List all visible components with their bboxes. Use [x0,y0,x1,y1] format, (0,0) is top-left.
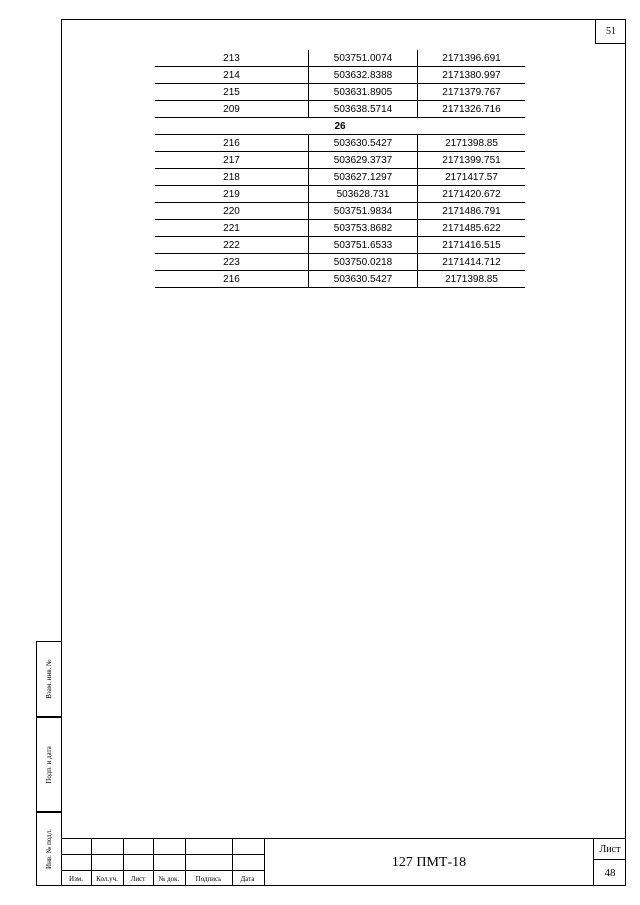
y-coordinate-cell: 2171486.791 [418,203,526,220]
point-number-cell: 215 [155,84,309,101]
table-row [155,169,525,186]
y-coordinate-cell: 2171326.716 [418,101,526,118]
point-number-cell: 214 [155,67,309,84]
header-signature: Подпись [195,874,222,883]
header-change: Изм. [69,874,83,883]
x-coordinate-cell: 503638.5714 [309,101,418,118]
side-stamp-signature-date [36,717,61,812]
x-coordinate-cell: 503751.6533 [309,237,418,254]
sheet-label: Лист [594,839,626,860]
table-row [155,101,525,118]
section-label: 26 [155,118,525,135]
table-row [155,67,525,84]
x-coordinate-cell: 503630.5427 [309,135,418,152]
table-row [155,237,525,254]
table-row [155,84,525,101]
title-block-revisions [61,838,265,886]
x-coordinate-cell: 503629.3737 [309,152,418,169]
point-number-cell: 218 [155,169,309,186]
x-coordinate-cell: 503750.0218 [309,254,418,271]
y-coordinate-cell: 2171398.85 [418,135,526,152]
point-number-cell: 216 [155,135,309,152]
x-coordinate-cell: 503753.8682 [309,220,418,237]
point-number-cell: 217 [155,152,309,169]
y-coordinate-cell: 2171398.85 [418,271,526,288]
x-coordinate-cell: 503751.0074 [309,50,418,67]
point-number-cell: 223 [155,254,309,271]
side-stamp-replacement-inv [36,641,61,717]
header-quantity: Кол.уч. [96,874,118,883]
header-doc-number: № док. [158,874,180,883]
point-number-cell: 220 [155,203,309,220]
header-date: Дата [240,874,255,883]
side-stamp-label: Взам. инв. № [45,659,53,699]
x-coordinate-cell: 503630.5427 [309,271,418,288]
sheet-box [593,838,626,886]
y-coordinate-cell: 2171417.57 [418,169,526,186]
side-stamp-label: Подп. и дата [45,745,53,784]
x-coordinate-cell: 503751.9834 [309,203,418,220]
table-row [155,254,525,271]
y-coordinate-cell: 2171379.767 [418,84,526,101]
point-number-cell: 213 [155,50,309,67]
table-row [155,271,525,288]
y-coordinate-cell: 2171380.997 [418,67,526,84]
y-coordinate-cell: 2171396.691 [418,50,526,67]
y-coordinate-cell: 2171485.622 [418,220,526,237]
y-coordinate-cell: 2171416.515 [418,237,526,254]
point-number-cell: 216 [155,271,309,288]
table-row [155,50,525,67]
point-number-cell: 209 [155,101,309,118]
point-number-cell: 222 [155,237,309,254]
page-number: 51 [595,19,626,44]
table-row [155,186,525,203]
table-row [155,203,525,220]
table-row [155,135,525,152]
document-designation: 127 ПМТ-18 [265,838,593,886]
x-coordinate-cell: 503632.8388 [309,67,418,84]
table-section-row [155,118,525,135]
point-number-cell: 219 [155,186,309,203]
sheet-number: 48 [604,866,616,879]
y-coordinate-cell: 2171420.672 [418,186,526,203]
table-row [155,152,525,169]
point-number-cell: 221 [155,220,309,237]
coordinates-table [155,50,525,288]
y-coordinate-cell: 2171414.712 [418,254,526,271]
side-stamp-original-inv [36,812,61,886]
x-coordinate-cell: 503627.1297 [309,169,418,186]
header-sheet: Лист [130,874,146,883]
side-stamp-label: Инв. № подл. [45,829,53,869]
x-coordinate-cell: 503628.731 [309,186,418,203]
table-row [155,220,525,237]
x-coordinate-cell: 503631.8905 [309,84,418,101]
y-coordinate-cell: 2171399.751 [418,152,526,169]
